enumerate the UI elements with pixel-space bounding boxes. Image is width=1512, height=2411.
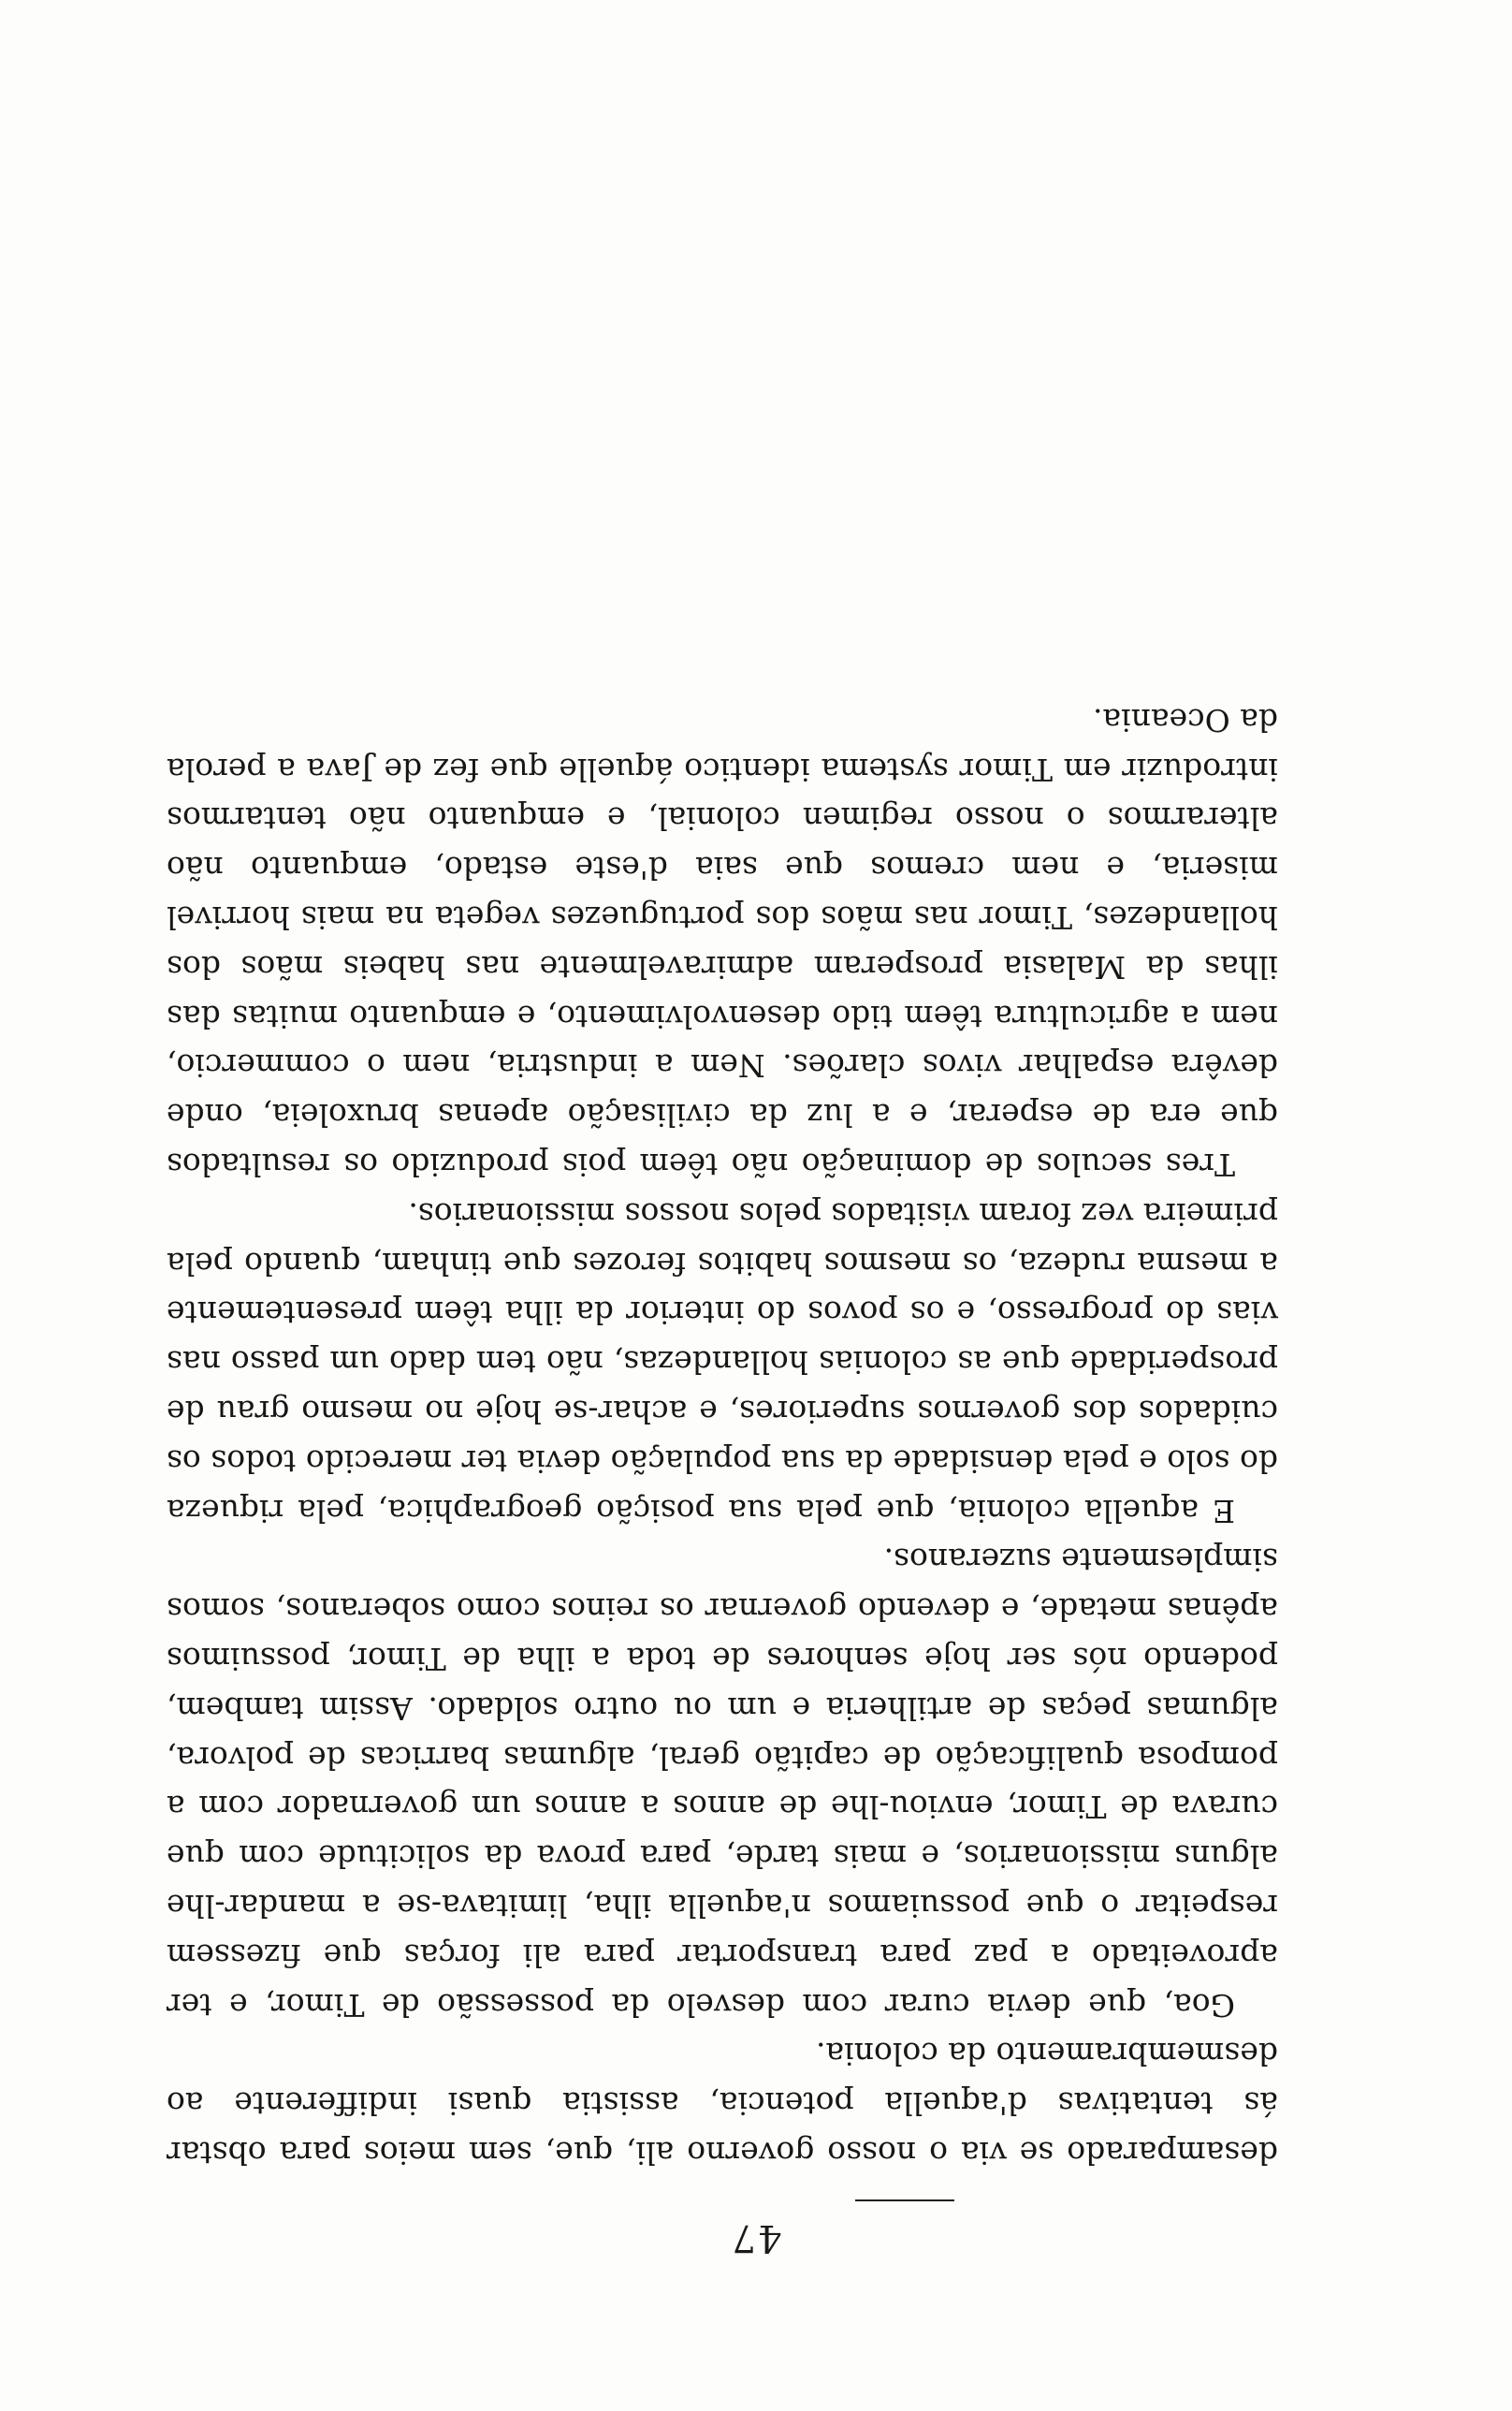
page-number: 47	[730, 2216, 782, 2259]
body-text	[167, 694, 1278, 2177]
paragraph-4: Tres seculos de dominação não têem pois produzido os resultados que era de esperar, e a luz da civilisação apenas bruxoleia, onde devêra espalhar vivos clarões. Nem a industria, nem o commercio, nem a agricultura têem tido desenvolvimento, e emquanto muitas das ilhas da Malasia prosperam admiravelmente nas habeis mãos dos hollandezes, Timor nas mãos dos portuguezes vegeta na mais horrivel miseria, e nem cremos que saia d'este estado, emquanto não alterarmos o nosso regimen colonial, e emquanto não tentarmos introduzir em Timor systema identico áquelle que fez de Java a perola da Oceania.	[167, 701, 1278, 1184]
paragraph-1: desamparado se via o nosso governo ali, que, sem meios para obstar ás tentativas d'aquella potencia, assistia quasi indifferente ao desmembramento da colonia.	[167, 2036, 1278, 2171]
paragraph-3: E aquella colonia, que pela sua posição geographica, pela riqueza do solo e pela densidade da sua população devia ter merecido todos os cuidados dos governos superiores, e achar-se hoje no mesmo grau de prosperidade que as colonias hollandezas, não tem dado um passo nas vias do progresso, e os povos do interior da ilha têem presentemente a mesma rudeza, os mesmos habitos ferozes que tinham, quando pela primeira vez foram visitados pelos nossos missionarios.	[167, 1195, 1278, 1529]
header-rule	[855, 2199, 954, 2201]
paragraph-2: Goa, que devia curar com desvelo da possessão de Timor, e ter aproveitado a paz para transportar para ali forças que fizessem respeitar o que possuiamos n'aquella ilha, limitava-se a mandar-lhe alguns missionarios, e mais tarde, para prova da solicitude com que curava de Timor, enviou-lhe de annos a annos um governador com a pomposa qualificação de capitão geral, algumas barricas de polvora, algumas peças de artilheria e um ou outro soldado. Assim tambem, podendo nós ser hoje senhores de toda a ilha de Timor, possuimos apênas metade, e devendo governar os reinos como soberanos, somos simplesmente suzeranos.	[167, 1542, 1278, 2024]
